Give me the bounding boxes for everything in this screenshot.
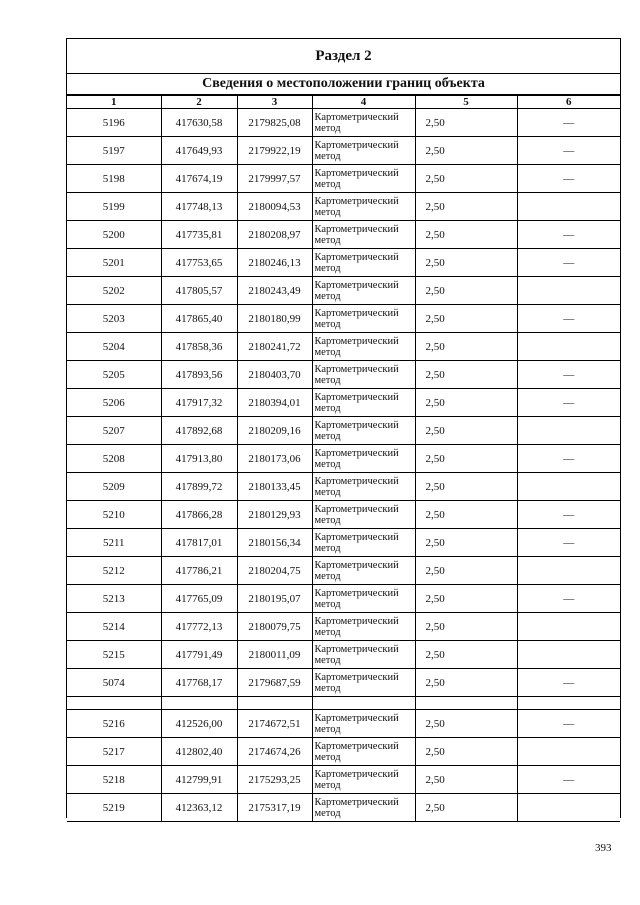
cell-method: Картометрический метод (312, 529, 415, 557)
cell-x: 412802,40 (161, 738, 237, 766)
cell-method: Картометрический метод (312, 389, 415, 417)
empty-cell (415, 697, 517, 710)
cell-x: 412799,91 (161, 766, 237, 794)
cell-method: Картометрический метод (312, 473, 415, 501)
cell-x: 412526,00 (161, 710, 237, 738)
cell-id: 5218 (67, 766, 161, 794)
cell-y: 2180173,06 (237, 445, 312, 473)
cell-id: 5219 (67, 794, 161, 822)
table-row (67, 473, 620, 501)
column-header: 3 (237, 96, 312, 109)
cell-x: 417765,09 (161, 585, 237, 613)
cell-id: 5216 (67, 710, 161, 738)
cell-y: 2179825,08 (237, 109, 312, 137)
cell-method: Картометрический метод (312, 137, 415, 165)
cell-y: 2175293,25 (237, 766, 312, 794)
cell-err: 2,50 (415, 473, 517, 501)
cell-y: 2175317,19 (237, 794, 312, 822)
cell-method: Картометрический метод (312, 361, 415, 389)
cell-id: 5207 (67, 417, 161, 445)
cell-method: Картометрический метод (312, 613, 415, 641)
cell-err: 2,50 (415, 710, 517, 738)
cell-id: 5204 (67, 333, 161, 361)
cell-note: — (517, 445, 620, 473)
cell-method: Картометрический метод (312, 445, 415, 473)
table-row (67, 137, 620, 165)
cell-id: 5210 (67, 501, 161, 529)
cell-id: 5209 (67, 473, 161, 501)
cell-y: 2180133,45 (237, 473, 312, 501)
cell-y: 2180208,97 (237, 221, 312, 249)
table-row (67, 445, 620, 473)
cell-x: 417858,36 (161, 333, 237, 361)
cell-method: Картометрический метод (312, 766, 415, 794)
cell-method: Картометрический метод (312, 333, 415, 361)
cell-y: 2180241,72 (237, 333, 312, 361)
cell-method: Картометрический метод (312, 738, 415, 766)
cell-method: Картометрический метод (312, 109, 415, 137)
cell-note (517, 333, 620, 361)
cell-y: 2180156,34 (237, 529, 312, 557)
cell-err: 2,50 (415, 585, 517, 613)
cell-id: 5205 (67, 361, 161, 389)
table-row (67, 249, 620, 277)
cell-method: Картометрический метод (312, 794, 415, 822)
cell-note (517, 277, 620, 305)
cell-x: 417630,58 (161, 109, 237, 137)
cell-method: Картометрический метод (312, 585, 415, 613)
cell-x: 417791,49 (161, 641, 237, 669)
cell-y: 2179687,59 (237, 669, 312, 697)
cell-note (517, 738, 620, 766)
cell-note (517, 473, 620, 501)
table-row (67, 109, 620, 137)
cell-x: 417913,80 (161, 445, 237, 473)
cell-err: 2,50 (415, 641, 517, 669)
table-row (67, 193, 620, 221)
cell-x: 417917,32 (161, 389, 237, 417)
table-row (67, 417, 620, 445)
cell-x: 417748,13 (161, 193, 237, 221)
cell-y: 2180011,09 (237, 641, 312, 669)
table-row (67, 389, 620, 417)
cell-y: 2179922,19 (237, 137, 312, 165)
table-row (67, 766, 620, 794)
cell-err: 2,50 (415, 249, 517, 277)
cell-err: 2,50 (415, 529, 517, 557)
cell-method: Картометрический метод (312, 557, 415, 585)
cell-method: Картометрический метод (312, 249, 415, 277)
table-body (67, 109, 620, 822)
cell-err: 2,50 (415, 794, 517, 822)
cell-method: Картометрический метод (312, 417, 415, 445)
cell-err: 2,50 (415, 193, 517, 221)
cell-x: 417899,72 (161, 473, 237, 501)
cell-err: 2,50 (415, 669, 517, 697)
table-separator-row (67, 697, 620, 710)
cell-note (517, 193, 620, 221)
cell-id: 5203 (67, 305, 161, 333)
cell-err: 2,50 (415, 557, 517, 585)
cell-method: Картометрический метод (312, 165, 415, 193)
cell-x: 417772,13 (161, 613, 237, 641)
cell-err: 2,50 (415, 738, 517, 766)
cell-x: 417893,56 (161, 361, 237, 389)
cell-err: 2,50 (415, 613, 517, 641)
cell-note: — (517, 585, 620, 613)
table-row (67, 738, 620, 766)
cell-id: 5201 (67, 249, 161, 277)
table-row (67, 557, 620, 585)
cell-id: 5198 (67, 165, 161, 193)
cell-y: 2180195,07 (237, 585, 312, 613)
cell-x: 417866,28 (161, 501, 237, 529)
cell-y: 2174672,51 (237, 710, 312, 738)
table-row (67, 710, 620, 738)
cell-id: 5074 (67, 669, 161, 697)
cell-id: 5196 (67, 109, 161, 137)
table-row (67, 641, 620, 669)
cell-method: Картометрический метод (312, 277, 415, 305)
cell-method: Картометрический метод (312, 501, 415, 529)
cell-id: 5200 (67, 221, 161, 249)
cell-method: Картометрический метод (312, 193, 415, 221)
cell-note (517, 641, 620, 669)
cell-y: 2180394,01 (237, 389, 312, 417)
cell-x: 417753,65 (161, 249, 237, 277)
cell-id: 5211 (67, 529, 161, 557)
cell-id: 5217 (67, 738, 161, 766)
cell-y: 2180243,49 (237, 277, 312, 305)
table-header-row (67, 96, 620, 109)
cell-x: 417674,19 (161, 165, 237, 193)
cell-err: 2,50 (415, 305, 517, 333)
empty-cell (517, 697, 620, 710)
cell-err: 2,50 (415, 221, 517, 249)
table-row (67, 305, 620, 333)
cell-method: Картометрический метод (312, 669, 415, 697)
cell-note: — (517, 305, 620, 333)
table-row (67, 585, 620, 613)
cell-method: Картометрический метод (312, 641, 415, 669)
table-row (67, 794, 620, 822)
cell-err: 2,50 (415, 277, 517, 305)
cell-note: — (517, 221, 620, 249)
table-row (67, 669, 620, 697)
cell-method: Картометрический метод (312, 710, 415, 738)
cell-y: 2180180,99 (237, 305, 312, 333)
cell-err: 2,50 (415, 109, 517, 137)
empty-cell (312, 697, 415, 710)
cell-err: 2,50 (415, 417, 517, 445)
cell-y: 2180209,16 (237, 417, 312, 445)
cell-note: — (517, 249, 620, 277)
table-row (67, 501, 620, 529)
column-header: 6 (517, 96, 620, 109)
document-frame (66, 38, 621, 818)
cell-note: — (517, 165, 620, 193)
cell-note (517, 557, 620, 585)
cell-id: 5212 (67, 557, 161, 585)
cell-err: 2,50 (415, 361, 517, 389)
cell-id: 5208 (67, 445, 161, 473)
cell-note: — (517, 361, 620, 389)
cell-err: 2,50 (415, 333, 517, 361)
cell-x: 417735,81 (161, 221, 237, 249)
column-header: 1 (67, 96, 161, 109)
cell-id: 5197 (67, 137, 161, 165)
cell-id: 5202 (67, 277, 161, 305)
cell-id: 5215 (67, 641, 161, 669)
cell-y: 2180403,70 (237, 361, 312, 389)
cell-note: — (517, 501, 620, 529)
empty-cell (161, 697, 237, 710)
cell-id: 5206 (67, 389, 161, 417)
cell-y: 2180129,93 (237, 501, 312, 529)
table-row (67, 529, 620, 557)
cell-err: 2,50 (415, 389, 517, 417)
column-header: 5 (415, 96, 517, 109)
column-header: 2 (161, 96, 237, 109)
cell-y: 2180204,75 (237, 557, 312, 585)
cell-note (517, 794, 620, 822)
cell-note (517, 613, 620, 641)
cell-id: 5199 (67, 193, 161, 221)
cell-x: 417865,40 (161, 305, 237, 333)
section-title: Раздел 2 (67, 39, 620, 74)
empty-cell (67, 697, 161, 710)
cell-method: Картометрический метод (312, 305, 415, 333)
cell-y: 2180094,53 (237, 193, 312, 221)
cell-note: — (517, 766, 620, 794)
cell-note: — (517, 669, 620, 697)
table-row (67, 613, 620, 641)
table-row (67, 277, 620, 305)
cell-note: — (517, 389, 620, 417)
table-row (67, 165, 620, 193)
empty-cell (237, 697, 312, 710)
cell-x: 417892,68 (161, 417, 237, 445)
cell-err: 2,50 (415, 501, 517, 529)
cell-y: 2180246,13 (237, 249, 312, 277)
cell-err: 2,50 (415, 165, 517, 193)
cell-y: 2179997,57 (237, 165, 312, 193)
cell-x: 417786,21 (161, 557, 237, 585)
cell-x: 417805,57 (161, 277, 237, 305)
cell-x: 417768,17 (161, 669, 237, 697)
boundary-table (67, 95, 620, 822)
cell-method: Картометрический метод (312, 221, 415, 249)
column-header: 4 (312, 96, 415, 109)
table-row (67, 333, 620, 361)
cell-x: 412363,12 (161, 794, 237, 822)
table-row (67, 221, 620, 249)
table-row (67, 361, 620, 389)
cell-note (517, 417, 620, 445)
cell-id: 5213 (67, 585, 161, 613)
cell-err: 2,50 (415, 137, 517, 165)
cell-err: 2,50 (415, 766, 517, 794)
cell-err: 2,50 (415, 445, 517, 473)
cell-y: 2174674,26 (237, 738, 312, 766)
cell-note: — (517, 137, 620, 165)
cell-x: 417817,01 (161, 529, 237, 557)
cell-id: 5214 (67, 613, 161, 641)
cell-note: — (517, 109, 620, 137)
cell-note: — (517, 710, 620, 738)
page-number: 393 (595, 842, 612, 854)
cell-x: 417649,93 (161, 137, 237, 165)
section-subtitle: Сведения о местоположении границ объекта (67, 74, 620, 95)
cell-y: 2180079,75 (237, 613, 312, 641)
cell-note: — (517, 529, 620, 557)
